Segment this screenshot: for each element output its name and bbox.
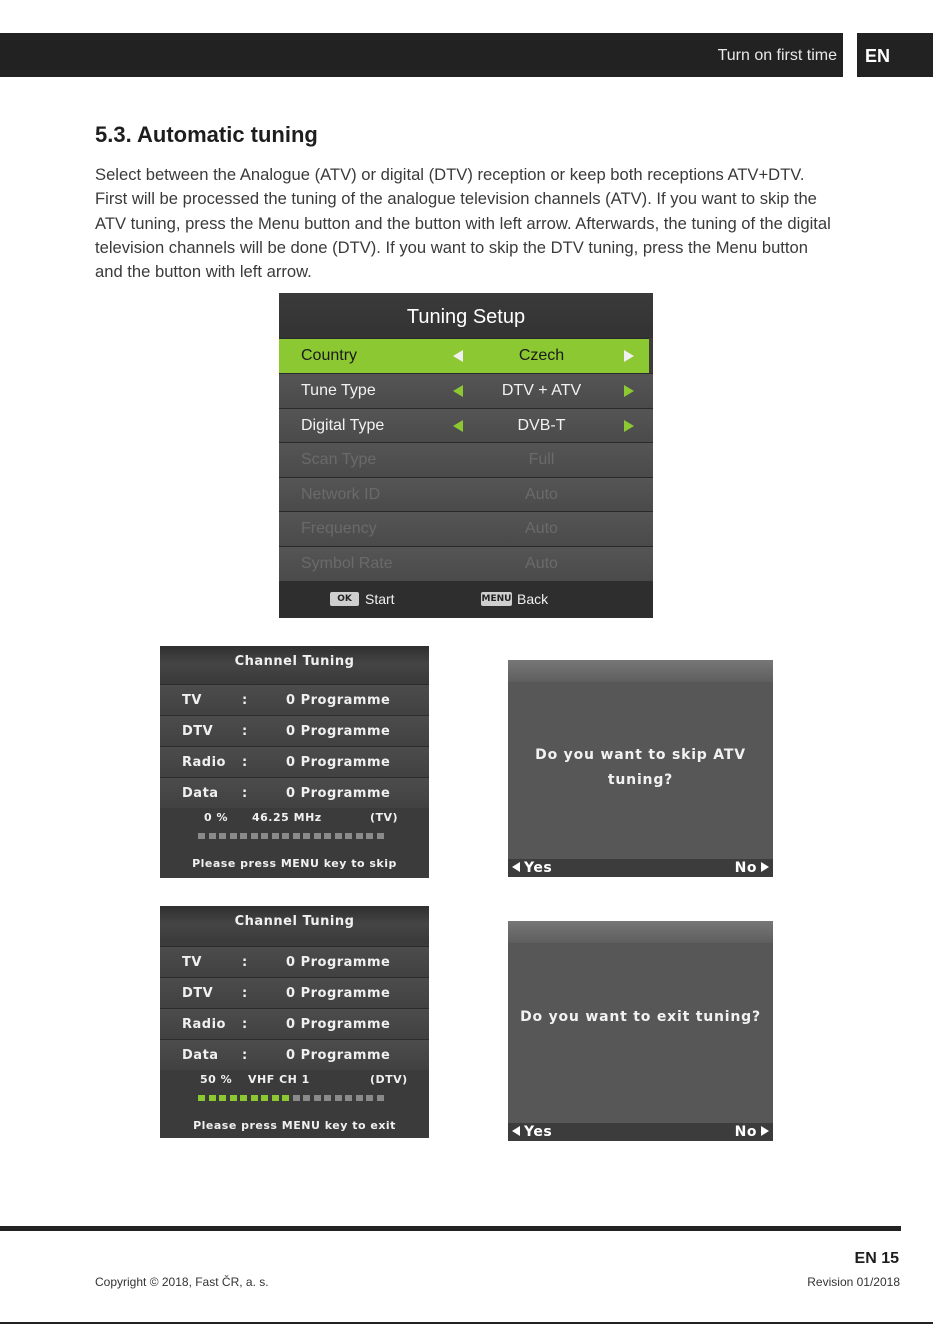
- progress-segment: [335, 1095, 342, 1101]
- progress-segment: [377, 1095, 384, 1101]
- back-label: Back: [517, 591, 549, 607]
- progress-segment: [314, 833, 321, 839]
- progress-segment: [282, 1095, 289, 1101]
- menu-row-value: Full: [528, 451, 555, 468]
- channel-tuning-title: Channel Tuning: [160, 646, 429, 682]
- page-title: 5.3. Automatic tuning: [95, 122, 318, 147]
- menu-row-frequency: [279, 511, 653, 546]
- progress-segment: [261, 833, 268, 839]
- progress-segment: [293, 833, 300, 839]
- menu-row-value: Auto: [525, 520, 558, 537]
- progress-segment: [272, 1095, 279, 1101]
- progress-segment: [251, 833, 258, 839]
- menu-key-icon[interactable]: MENU: [481, 594, 512, 604]
- progress-segment: [251, 1095, 258, 1101]
- channel-row-name: DTV: [182, 724, 214, 739]
- arrow-left-icon: [512, 1126, 520, 1136]
- arrow-left-icon: [512, 862, 520, 872]
- tuning-hint: Please press MENU key to skip: [192, 857, 397, 870]
- channel-row-name: TV: [182, 955, 202, 970]
- progress-segment: [303, 1095, 310, 1101]
- ok-key-icon[interactable]: OK: [330, 592, 359, 606]
- intro-paragraph: Select between the Analogue (ATV) or digital (DTV) reception or keep both receptions ATV+DTV. First will be processed the tuning of the analogue television channels (ATV). If you want to skip the ATV tuning, press the Menu button and the button with left arrow. Afterwards, the tuning of the digital television channels will be done (DTV). If you want to skip the DTV tuning, press the Menu button and the button with left arrow.: [95, 165, 831, 282]
- channel-row-name: Data: [182, 786, 219, 801]
- menu-row-label: Scan Type: [301, 451, 377, 468]
- progress-segment: [240, 833, 247, 839]
- progress-segment: [230, 833, 237, 839]
- header-section-title: Turn on first time: [717, 47, 837, 64]
- channel-row-value: 0 Programme: [286, 693, 391, 708]
- arrow-left-icon[interactable]: [453, 420, 463, 432]
- tuning-setup-title: Tuning Setup: [279, 293, 653, 338]
- tuning-mode: (DTV): [370, 1073, 408, 1086]
- tuning-hint: Please press MENU key to exit: [193, 1119, 396, 1132]
- channel-row-name: DTV: [182, 986, 214, 1001]
- no-button[interactable]: [735, 1123, 769, 1141]
- channel-tuning-panel-atv: [160, 646, 429, 878]
- menu-row-label: Digital Type: [301, 417, 385, 434]
- tuning-status: [160, 1073, 429, 1091]
- no-button[interactable]: [735, 859, 769, 877]
- menu-row-label: Tune Type: [301, 382, 376, 399]
- menu-row-value: Auto: [525, 555, 558, 572]
- progress-segment: [282, 833, 289, 839]
- progress-segment: [366, 833, 373, 839]
- no-label: No: [734, 1124, 757, 1140]
- menu-row-value: DTV + ATV: [501, 382, 582, 399]
- progress-segment: [345, 833, 352, 839]
- channel-row-name: Radio: [182, 755, 226, 770]
- dialog-question: Do you want to skip ATV tuning?: [535, 747, 746, 788]
- menu-row-symbol-rate: [279, 546, 653, 581]
- start-label: Start: [365, 591, 395, 607]
- channel-row-value: 0 Programme: [286, 786, 391, 801]
- arrow-left-icon[interactable]: [453, 385, 463, 397]
- menu-row-scan-type: [279, 442, 653, 477]
- exit-tuning-dialog: [508, 921, 773, 1141]
- progress-segment: [198, 833, 205, 839]
- yes-button[interactable]: [512, 1123, 552, 1141]
- channel-row-name: Radio: [182, 1017, 226, 1032]
- progress-segment: [324, 833, 331, 839]
- progress-segment: [314, 1095, 321, 1101]
- channel-row-value: 0 Programme: [286, 1048, 391, 1063]
- revision: Revision 01/2018: [807, 1275, 900, 1289]
- skip-atv-dialog: [508, 660, 773, 877]
- channel-row-tv: [160, 946, 429, 977]
- dialog-header: [508, 660, 773, 682]
- progress-segment: [303, 833, 310, 839]
- channel-row-sep: :: [242, 955, 248, 970]
- dialog-header: [508, 921, 773, 943]
- menu-row-network-id: [279, 477, 653, 512]
- menu-row-label: Symbol Rate: [301, 555, 393, 572]
- channel-tuning-title: Channel Tuning: [160, 906, 429, 942]
- channel-row-dtv: [160, 715, 429, 746]
- dialog-footer: [508, 1123, 773, 1141]
- tuning-progress-bar: [198, 833, 388, 841]
- channel-row-value: 0 Programme: [286, 986, 391, 1001]
- tuning-percent: 0 %: [204, 811, 229, 824]
- channel-row-value: 0 Programme: [286, 724, 391, 739]
- channel-row-data: [160, 1039, 429, 1070]
- yes-label: Yes: [524, 860, 553, 876]
- progress-segment: [261, 1095, 268, 1101]
- arrow-left-icon[interactable]: [453, 350, 463, 362]
- tuning-mode: (TV): [370, 811, 399, 824]
- yes-button[interactable]: [512, 859, 552, 877]
- tuning-setup-footer: [279, 581, 653, 618]
- channel-row-dtv: [160, 977, 429, 1008]
- channel-row-name: Data: [182, 1048, 219, 1063]
- progress-segment: [219, 833, 226, 839]
- header-bar: [0, 33, 843, 77]
- channel-row-sep: :: [242, 1017, 248, 1032]
- progress-segment: [240, 1095, 247, 1101]
- channel-row-radio: [160, 1008, 429, 1039]
- channel-row-radio: [160, 746, 429, 777]
- channel-row-sep: :: [242, 1048, 248, 1063]
- progress-segment: [345, 1095, 352, 1101]
- progress-segment: [356, 833, 363, 839]
- progress-segment: [272, 833, 279, 839]
- channel-row-tv: [160, 684, 429, 715]
- channel-row-value: 0 Programme: [286, 1017, 391, 1032]
- channel-row-sep: :: [242, 755, 248, 770]
- arrow-right-icon[interactable]: [624, 385, 634, 397]
- footer-divider: [0, 1226, 901, 1231]
- channel-row-sep: :: [242, 724, 248, 739]
- progress-segment: [324, 1095, 331, 1101]
- menu-row-label: Network ID: [301, 486, 381, 503]
- tuning-progress-bar: [198, 1095, 388, 1103]
- progress-segment: [377, 833, 384, 839]
- progress-segment: [209, 833, 216, 839]
- menu-row-tune-type[interactable]: [279, 373, 653, 408]
- arrow-right-icon[interactable]: [624, 420, 634, 432]
- channel-row-value: 0 Programme: [286, 755, 391, 770]
- menu-row-digital-type[interactable]: [279, 408, 653, 443]
- progress-segment: [356, 1095, 363, 1101]
- progress-segment: [293, 1095, 300, 1101]
- page-number: EN 15: [854, 1250, 899, 1267]
- progress-segment: [198, 1095, 205, 1101]
- progress-segment: [230, 1095, 237, 1101]
- tuning-setup-panel: [279, 293, 653, 618]
- channel-row-sep: :: [242, 986, 248, 1001]
- dialog-question: Do you want to exit tuning?: [520, 1009, 761, 1025]
- channel-row-sep: :: [242, 786, 248, 801]
- tuning-percent: 50 %: [200, 1073, 233, 1086]
- tuning-status: [160, 811, 429, 829]
- arrow-right-icon[interactable]: [624, 350, 634, 362]
- tuning-frequency: VHF CH 1: [248, 1073, 310, 1086]
- language-badge: EN: [857, 33, 933, 77]
- menu-row-value: Auto: [525, 486, 558, 503]
- progress-segment: [219, 1095, 226, 1101]
- progress-segment: [335, 833, 342, 839]
- arrow-right-icon: [761, 1126, 769, 1136]
- menu-row-value: Czech: [518, 347, 565, 364]
- yes-label: Yes: [524, 1124, 553, 1140]
- arrow-right-icon: [761, 862, 769, 872]
- copyright: Copyright © 2018, Fast ČR, a. s.: [95, 1275, 269, 1289]
- channel-tuning-panel-dtv: [160, 906, 429, 1138]
- menu-row-label: Country: [301, 347, 358, 364]
- channel-row-sep: :: [242, 693, 248, 708]
- channel-row-data: [160, 777, 429, 808]
- channel-row-value: 0 Programme: [286, 955, 391, 970]
- channel-row-name: TV: [182, 693, 202, 708]
- tuning-frequency: 46.25 MHz: [252, 811, 322, 824]
- progress-segment: [366, 1095, 373, 1101]
- menu-row-country[interactable]: [279, 338, 649, 373]
- menu-row-value: DVB-T: [517, 417, 566, 434]
- no-label: No: [734, 860, 757, 876]
- dialog-footer: [508, 859, 773, 877]
- menu-row-label: Frequency: [301, 520, 377, 537]
- progress-segment: [209, 1095, 216, 1101]
